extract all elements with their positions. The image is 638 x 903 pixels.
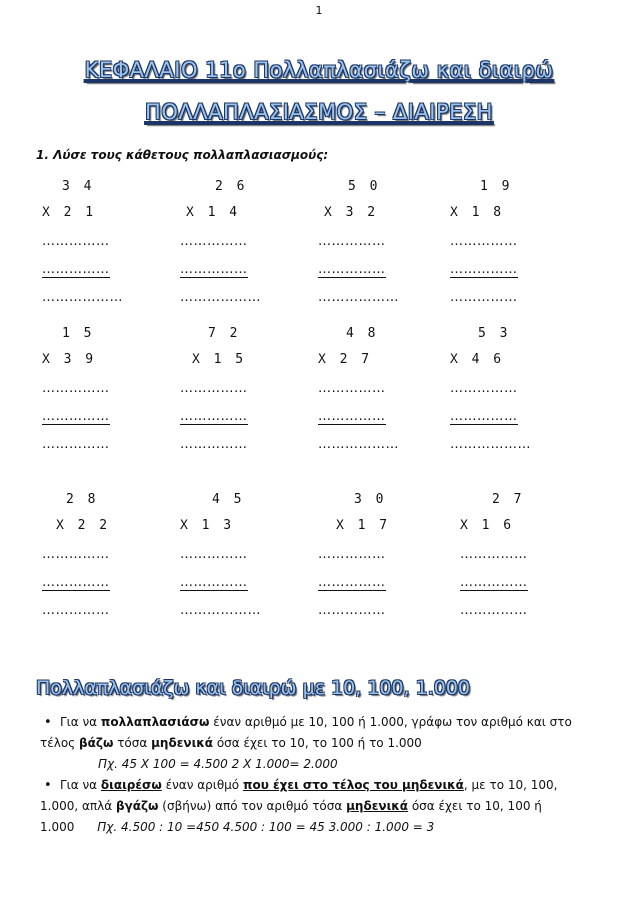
multiplicand: 5 3 (478, 326, 511, 341)
answer-line[interactable]: …………… (42, 437, 110, 452)
rule-multiply: • Για να πολλαπλασιάσω έναν αριθμό με 10, 100 ή 1.000, γράφω τον αριθμό και στο (40, 712, 600, 733)
answer-line[interactable]: …………… (318, 575, 386, 590)
multiplicand: 7 2 (208, 326, 241, 341)
answer-line[interactable]: …………… (180, 381, 248, 396)
answer-line[interactable]: …………… (42, 262, 110, 277)
section-heading: Πολλαπλασιάζω και διαιρώ με 10, 100, 1.000 (36, 677, 471, 699)
chapter-title-text: ΚΕΦΑΛΑΙΟ 11ο Πολλαπλασιάζω και διαιρώ (84, 58, 554, 82)
rules-block (40, 712, 600, 838)
multiplier: Χ 2 1 (42, 205, 97, 220)
multiplier: Χ 4 6 (450, 352, 505, 367)
multiplier: Χ 1 8 (450, 205, 505, 220)
answer-line[interactable]: …………… (450, 262, 518, 277)
answer-line[interactable]: …………… (450, 409, 518, 424)
multiplier: Χ 1 6 (460, 518, 515, 533)
multiplicand: 3 4 (62, 179, 95, 194)
answer-line[interactable]: ……………… (318, 290, 399, 305)
multiplier: Χ 1 5 (192, 352, 247, 367)
multiplier: Χ 1 7 (336, 518, 391, 533)
answer-line[interactable]: …………… (318, 547, 386, 562)
answer-line[interactable]: …………… (180, 575, 248, 590)
answer-line[interactable]: …………… (460, 603, 528, 618)
answer-line[interactable]: …………… (42, 575, 110, 590)
chapter-title (0, 58, 638, 82)
answer-line[interactable]: …………… (460, 575, 528, 590)
multiplier: Χ 2 7 (318, 352, 373, 367)
answer-line[interactable]: ……………… (318, 437, 399, 452)
problem-8 (450, 322, 580, 464)
rule-multiply-cont: τέλος βάζω τόσα μηδενικά όσα έχει το 10, το 100 ή το 1.000 (40, 736, 422, 750)
answer-line[interactable]: …………… (450, 234, 518, 249)
answer-line[interactable]: …………… (180, 547, 248, 562)
multiplicand: 4 8 (346, 326, 379, 341)
section-title (0, 100, 638, 124)
section-title-text: ΠΟΛΛΑΠΛΑΣΙΑΣΜΟΣ – ΔΙΑΙΡΕΣΗ (145, 100, 493, 124)
rule-multiply-example: Πχ. 45 Χ 100 = 4.500 2 Χ 1.000= 2.000 (98, 757, 338, 771)
answer-line[interactable]: …………… (450, 290, 518, 305)
answer-line[interactable]: …………… (460, 547, 528, 562)
problem-12 (460, 488, 590, 630)
problem-2 (180, 175, 310, 317)
answer-line[interactable]: …………… (42, 603, 110, 618)
problem-9 (42, 488, 172, 630)
problem-10 (180, 488, 310, 630)
multiplier: Χ 3 9 (42, 352, 97, 367)
answer-line[interactable]: …………… (42, 381, 110, 396)
answer-line[interactable]: …………… (180, 437, 248, 452)
answer-line[interactable]: ……………… (42, 290, 123, 305)
problem-1 (42, 175, 172, 317)
problem-4 (450, 175, 580, 317)
multiplier: Χ 1 4 (186, 205, 241, 220)
exercise-label: 1. Λύσε τους κάθετους πολλαπλασιασμούς: (36, 148, 329, 162)
answer-line[interactable]: …………… (180, 409, 248, 424)
answer-line[interactable]: …………… (318, 381, 386, 396)
multiplicand: 5 0 (348, 179, 381, 194)
answer-line[interactable]: …………… (318, 603, 386, 618)
multiplicand: 1 9 (480, 179, 513, 194)
problem-11 (318, 488, 448, 630)
answer-line[interactable]: …………… (318, 409, 386, 424)
multiplicand: 1 5 (62, 326, 95, 341)
answer-line[interactable]: ……………… (180, 290, 261, 305)
answer-line[interactable]: ……………… (450, 437, 531, 452)
multiplicand: 2 7 (492, 492, 525, 507)
rule-divide-example: Πχ. 4.500 : 10 =450 4.500 : 100 = 45 3.000 : 1.000 = 3 (97, 820, 435, 834)
rule-divide-cont: 1.000, απλά βγάζω (σβήνω) από τον αριθμό τόσα μηδενικά όσα έχει το 10, 100 ή (40, 799, 542, 813)
answer-line[interactable]: …………… (180, 262, 248, 277)
multiplier: Χ 1 3 (180, 518, 235, 533)
answer-line[interactable]: …………… (42, 409, 110, 424)
multiplier: Χ 2 2 (56, 518, 111, 533)
multiplier: Χ 3 2 (324, 205, 379, 220)
multiplicand: 2 8 (66, 492, 99, 507)
answer-line[interactable]: …………… (318, 234, 386, 249)
answer-line[interactable]: …………… (318, 262, 386, 277)
multiplicand: 4 5 (212, 492, 245, 507)
answer-line[interactable]: …………… (42, 234, 110, 249)
problem-6 (180, 322, 310, 464)
multiplicand: 3 0 (354, 492, 387, 507)
multiplicand: 2 6 (215, 179, 248, 194)
rule-divide: • Για να διαιρέσω έναν αριθμό που έχει στο τέλος του μηδενικά, με το 10, 100, (40, 775, 600, 796)
problem-3 (318, 175, 448, 317)
problem-7 (318, 322, 448, 464)
answer-line[interactable]: ……………… (180, 603, 261, 618)
answer-line[interactable]: …………… (42, 547, 110, 562)
rule-divide-example-line: 1.000 Πχ. 4.500 : 10 =450 4.500 : 100 = 45 3.000 : 1.000 = 3 (40, 820, 435, 834)
answer-line[interactable]: …………… (180, 234, 248, 249)
answer-line[interactable]: …………… (450, 381, 518, 396)
page-number: 1 (315, 4, 323, 17)
problem-5 (42, 322, 172, 464)
